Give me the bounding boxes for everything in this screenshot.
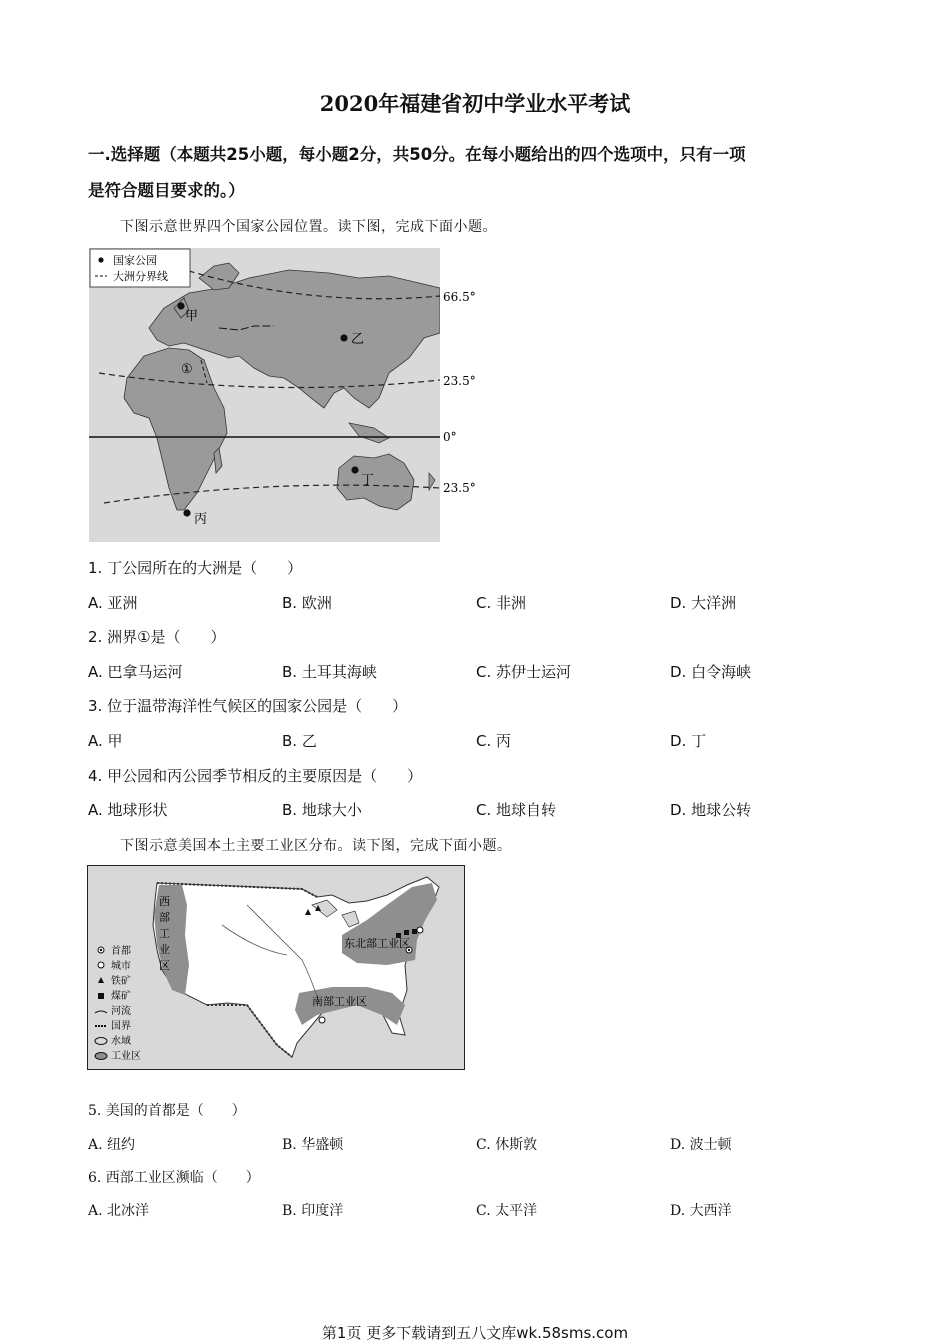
- q5-option-d[interactable]: D. 波士顿: [670, 1137, 732, 1153]
- legend-river-label: 河流: [111, 1006, 131, 1017]
- legend-industry-label: 工业区: [111, 1051, 141, 1062]
- park-jia-dot: [177, 302, 184, 309]
- lat-label-equator: 0°: [443, 430, 457, 444]
- west-region-label-4: 业: [159, 943, 170, 956]
- world-map: [89, 248, 489, 542]
- q2-option-b[interactable]: B. 土耳其海峡: [282, 663, 377, 681]
- northeast-region-label: 东北部工业区: [344, 937, 410, 950]
- q4-option-c[interactable]: C. 地球自转: [476, 801, 557, 819]
- section-heading-line2: 是符合题目要求的。）: [88, 181, 245, 200]
- question-5-stem: 5. 美国的首都是（ ）: [88, 1103, 246, 1119]
- q4-option-a[interactable]: A. 地球形状: [88, 801, 168, 819]
- legend-boundary-label: 大洲分界线: [113, 270, 168, 283]
- question-4-stem: 4. 甲公园和丙公园季节相反的主要原因是（ ）: [88, 767, 423, 785]
- west-region-label-3: 工: [159, 927, 170, 940]
- park-ding-dot: [351, 466, 358, 473]
- coal-mine-icon: [412, 929, 417, 934]
- q3-option-a[interactable]: A. 甲: [88, 732, 123, 750]
- question-2-stem: 2. 洲界①是（ ）: [88, 628, 226, 646]
- west-region-label-2: 部: [159, 911, 170, 924]
- question-3-stem: 3. 位于温带海洋性气候区的国家公园是（ ）: [88, 697, 408, 715]
- q5-option-c[interactable]: C. 休斯敦: [476, 1137, 538, 1153]
- park-bing-label: 丙: [194, 512, 208, 527]
- park-bing-dot: [183, 509, 190, 516]
- legend-park-label: 国家公园: [113, 254, 157, 267]
- q3-option-b[interactable]: B. 乙: [282, 732, 317, 750]
- lat-label-capricorn: 23.5°: [443, 481, 476, 495]
- boundary-marker-1: ①: [181, 362, 193, 377]
- legend-iron-label: 铁矿: [111, 976, 131, 987]
- city-icon: [319, 1017, 325, 1023]
- group2-intro: 下图示意美国本土主要工业区分布。读下图，完成下面小题。: [120, 838, 512, 854]
- world-map-svg: [89, 248, 489, 542]
- q6-option-a[interactable]: A. 北冰洋: [88, 1203, 150, 1219]
- q1-option-b[interactable]: B. 欧洲: [282, 594, 332, 612]
- q5-option-b[interactable]: B. 华盛顿: [282, 1137, 344, 1153]
- q2-option-a[interactable]: A. 巴拿马运河: [88, 663, 183, 681]
- legend-coal-label: 煤矿: [111, 991, 131, 1002]
- section-heading: [88, 137, 868, 209]
- park-jia-label: 甲: [185, 309, 199, 324]
- q2-option-d[interactable]: D. 白令海峡: [670, 663, 752, 681]
- legend-park-icon: [98, 257, 103, 262]
- west-region-label-1: 西: [159, 895, 170, 908]
- city-icon: [417, 927, 423, 933]
- question-6-stem: 6. 西部工业区濒临（ ）: [88, 1170, 260, 1186]
- park-yi-label: 乙: [351, 332, 365, 347]
- q6-option-b[interactable]: B. 印度洋: [282, 1203, 344, 1219]
- q1-option-d[interactable]: D. 大洋洲: [670, 594, 737, 612]
- page-footer[interactable]: 第1页 更多下载请到五八文库wk.58sms.com: [321, 1324, 629, 1342]
- q4-option-b[interactable]: B. 地球大小: [282, 801, 362, 819]
- usa-map: [87, 865, 465, 1070]
- q3-option-c[interactable]: C. 丙: [476, 732, 512, 750]
- legend-capital-label: 首都: [111, 946, 131, 957]
- q3-option-d[interactable]: D. 丁: [670, 732, 707, 750]
- q4-option-d[interactable]: D. 地球公转: [670, 801, 752, 819]
- q6-option-d[interactable]: D. 大西洋: [670, 1203, 732, 1219]
- q5-option-a[interactable]: A. 纽约: [88, 1137, 136, 1153]
- usa-map-svg: [87, 865, 465, 1070]
- section-heading-line1: 一.选择题（本题共25小题，每小题2分，共50分。在每小题给出的四个选项中，只有一项: [88, 145, 746, 164]
- question-1-stem: 1. 丁公园所在的大洲是（ ）: [88, 559, 303, 577]
- q2-option-c[interactable]: C. 苏伊士运河: [476, 663, 572, 681]
- park-ding-label: 丁: [361, 473, 375, 488]
- group1-intro: 下图示意世界四个国家公园位置。读下图，完成下面小题。: [120, 219, 497, 235]
- south-region-label: 南部工业区: [312, 995, 367, 1008]
- q6-option-c[interactable]: C. 太平洋: [476, 1203, 538, 1219]
- q1-option-a[interactable]: A. 亚洲: [88, 594, 138, 612]
- lat-label-cancer: 23.5°: [443, 374, 476, 388]
- west-region-label-5: 区: [159, 959, 170, 972]
- legend-border-label: 国界: [111, 1021, 131, 1032]
- lat-label-arctic: 66.5°: [443, 290, 476, 304]
- legend-city-label: 城市: [111, 961, 131, 972]
- q1-option-c[interactable]: C. 非洲: [476, 594, 527, 612]
- coal-mine-icon: [404, 930, 409, 935]
- legend-water-label: 水域: [111, 1036, 131, 1047]
- park-yi-dot: [340, 334, 347, 341]
- page-title: 2020年福建省初中学业水平考试: [319, 91, 631, 116]
